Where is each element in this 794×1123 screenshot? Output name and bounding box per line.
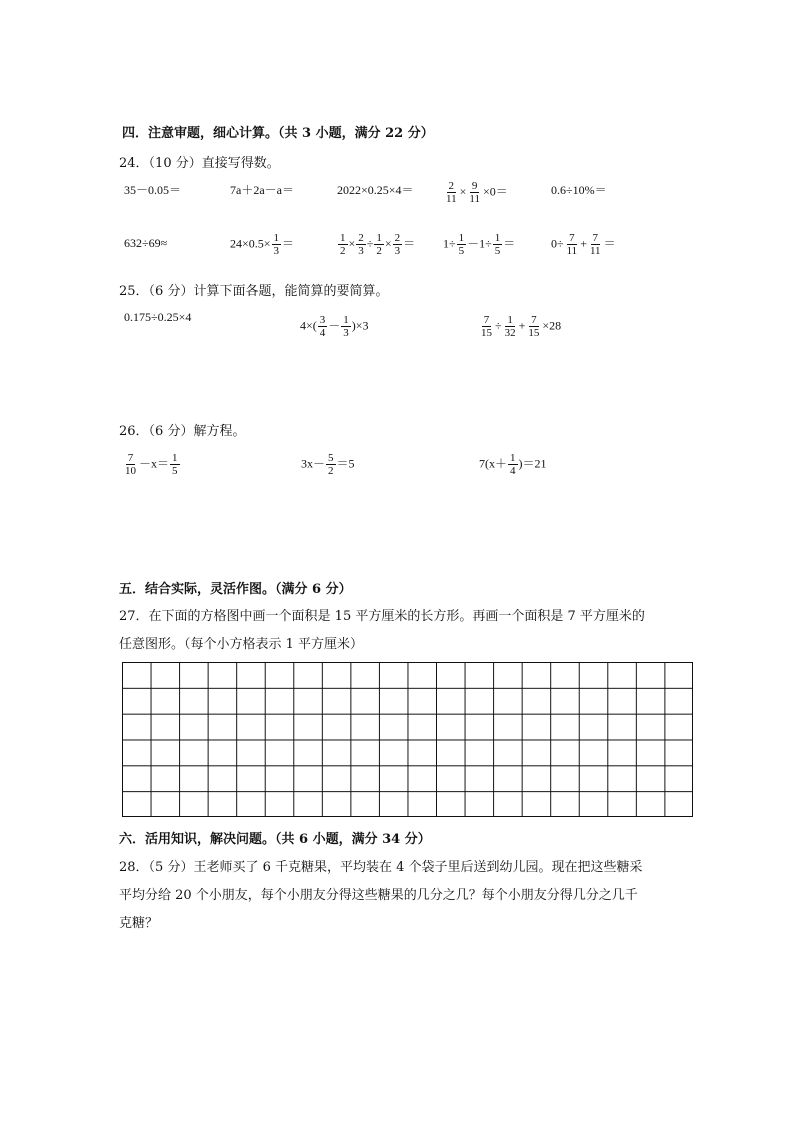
fraction: $\frac{1}{5}$ <box>494 232 501 257</box>
q24-label: 24．（10 分）直接写得数。 <box>119 156 280 171</box>
q28-line1: 28．（5 分）王老师买了 6 千克糖果，平均装在 4 个袋子里后送到幼儿园。现在把这些糖采 <box>119 860 643 875</box>
fraction: $\frac{7}{11}$ <box>589 232 601 257</box>
fraction: $\frac{7}{11}$ <box>566 232 578 257</box>
drawing-grid[interactable] <box>122 662 693 817</box>
fraction: $\frac{5}{2}$ <box>328 452 334 477</box>
fraction: $\frac{7}{10}$ <box>125 452 136 477</box>
q24-item-h: $\frac{1}{2}$ × $\frac{2}{3}$ ÷ $\frac{1}{2}$ × $\frac{2}{3}$ ＝ <box>340 232 416 257</box>
fraction: $\frac{1}{5}$ <box>172 452 178 477</box>
section6-heading: 六．活用知识，解决问题。（共 6 小题，满分 34 分） <box>119 832 431 847</box>
fraction: $\frac{1}{4}$ <box>510 452 516 477</box>
fraction: $\frac{7}{15}$ <box>528 314 540 339</box>
q25-item-b: 4×( $\frac{3}{4}$ － $\frac{1}{3}$ )×3 <box>300 314 369 339</box>
fraction: $\frac{1}{5}$ <box>458 232 465 257</box>
q26-item-c: 7(x＋ $\frac{1}{4}$ )＝21 <box>479 452 547 477</box>
q28-line2: 平均分给 20 个小朋友，每个小朋友分得这些糖果的几分之几？每个小朋友分得几分之几千 <box>119 888 638 903</box>
fraction: $\frac{1}{3}$ <box>273 232 280 257</box>
fraction: $\frac{2}{3}$ <box>358 232 364 257</box>
q24-item-f: 632÷69≈ <box>124 236 168 250</box>
q24-item-b: 7a＋2a－a＝ <box>230 183 294 197</box>
fraction: $\frac{1}{32}$ <box>504 314 516 339</box>
q24-item-i: 1÷ $\frac{1}{5}$ －1÷ $\frac{1}{5}$ ＝ <box>443 232 516 257</box>
fraction: $\frac{2}{3}$ <box>394 232 401 257</box>
section5-heading: 五．结合实际，灵活作图。（满分 6 分） <box>119 582 352 597</box>
q24-item-c: 2022×0.25×4＝ <box>337 183 414 197</box>
q26-item-a: $\frac{7}{10}$ －x＝ $\frac{1}{5}$ <box>125 452 178 477</box>
q24-item-d: $\frac{2}{11}$ × $\frac{9}{11}$ ×0＝ <box>446 180 508 205</box>
fraction: $\frac{1}{3}$ <box>343 314 349 339</box>
q25-label: 25．（6 分）计算下面各题，能简算的要简算。 <box>119 284 389 299</box>
fraction: $\frac{7}{15}$ <box>481 314 492 339</box>
q24-item-j: 0÷ $\frac{7}{11}$ + $\frac{7}{11}$ ＝ <box>551 232 616 257</box>
q25-item-a: 0.175÷0.25×4 <box>124 310 192 324</box>
q24-item-e: 0.6÷10%＝ <box>551 183 607 197</box>
fraction: $\frac{2}{11}$ <box>446 180 457 205</box>
section4-heading: 四．注意审题，细心计算。（共 3 小题，满分 22 分） <box>122 126 434 141</box>
q26-item-b: 3x－ $\frac{5}{2}$ ＝5 <box>301 452 355 477</box>
q28-line3: 克糖？ <box>119 916 159 931</box>
fraction: $\frac{9}{11}$ <box>469 180 480 205</box>
q24-item-a: 35－0.05＝ <box>124 183 182 197</box>
q27-line2: 任意图形。（每个小方格表示 1 平方厘米） <box>119 637 364 652</box>
fraction: $\frac{1}{2}$ <box>340 232 346 257</box>
q26-label: 26．（6 分）解方程。 <box>119 424 246 439</box>
q25-item-c: $\frac{7}{15}$ ÷ $\frac{1}{32}$ + $\frac{7}{15}$ ×28 <box>481 314 562 339</box>
fraction: $\frac{3}{4}$ <box>319 314 326 339</box>
q24-item-g: 24×0.5× $\frac{1}{3}$ ＝ <box>230 232 295 257</box>
q27-line1: 27．在下面的方格图中画一个面积是 15 平方厘米的长方形。再画一个面积是 7 平方厘米的 <box>119 609 645 624</box>
fraction: $\frac{1}{2}$ <box>376 232 382 257</box>
